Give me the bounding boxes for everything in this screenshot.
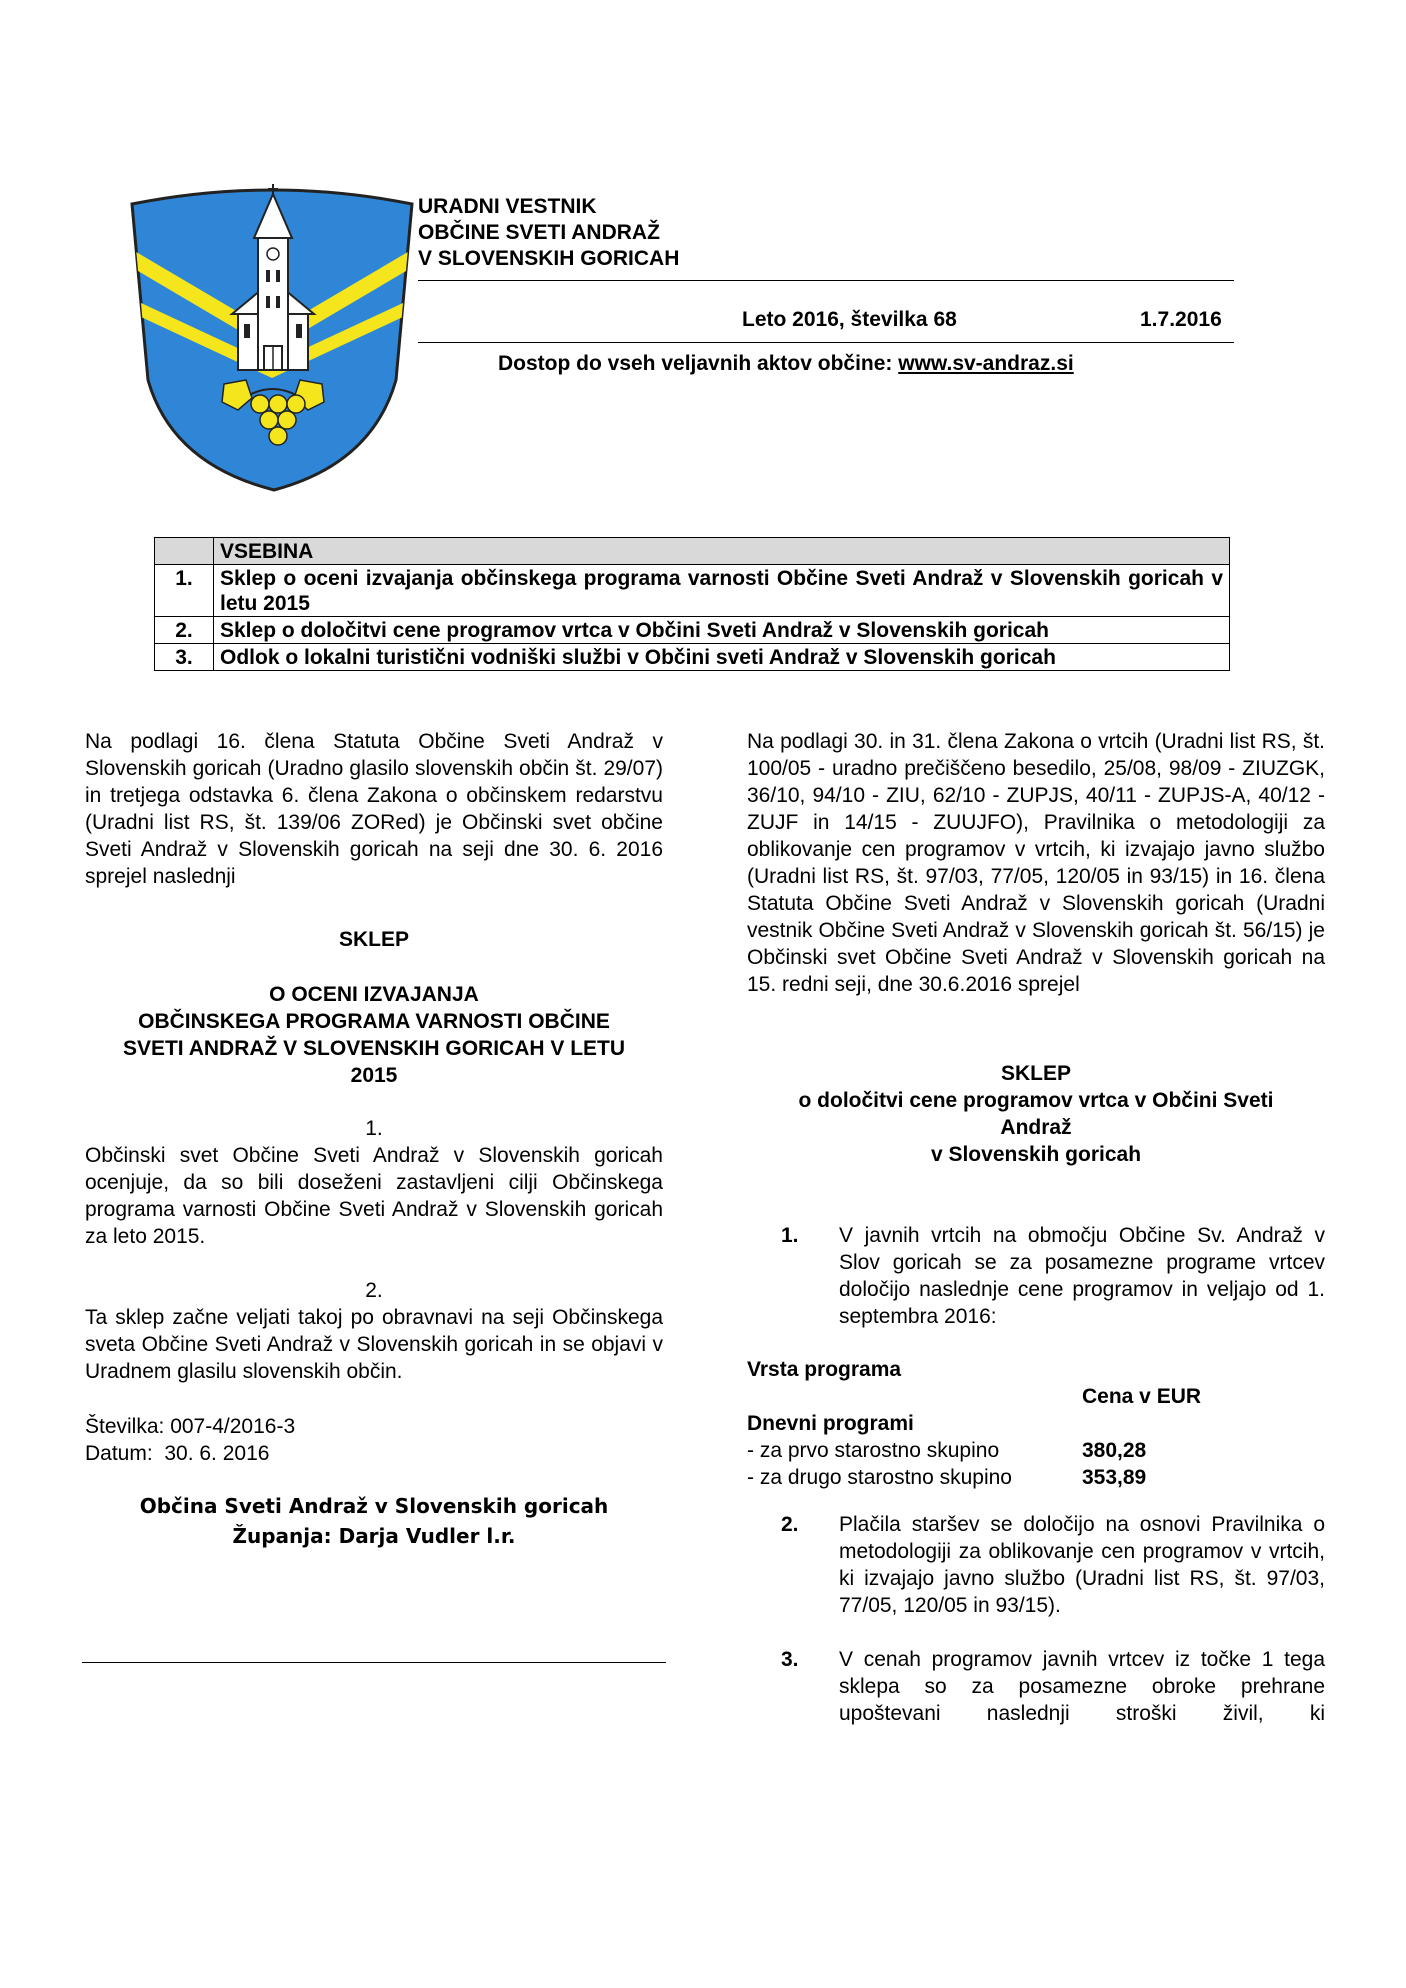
right-resolution-title [747, 1060, 1325, 1168]
contents-row[interactable] [155, 617, 1230, 644]
municipal-crest-logo [126, 184, 418, 496]
right-title-line: v Slovenskih goricah [930, 1143, 1142, 1166]
price-row-value: 380,28 [1082, 1439, 1147, 1462]
price-col-price-header: Cena v EUR [1082, 1385, 1202, 1408]
contents-heading: VSEBINA [214, 538, 1230, 565]
contents-item-num: 1. [155, 565, 214, 617]
left-resolution-title [85, 981, 663, 1089]
right-column [747, 728, 1325, 1727]
website-link[interactable]: www.sv-andraz.si [898, 352, 1074, 375]
left-column [85, 728, 663, 1551]
right-item-3-number: 3. [781, 1648, 799, 1671]
right-item-1 [747, 1222, 1325, 1330]
contents-header-row [155, 538, 1230, 565]
right-intro-paragraph: Na podlagi 30. in 31. člena Zakona o vrtcih (Uradni list RS, št. 100/05 - uradno prečiščeno besedilo, 25/08, 98/09 - ZIUZGK, 36/10, 94/10 - ZIU, 62/10 - ZUPJS, 40/11 - ZUPJS-A, 40/12 - ZUJF in 14/15 - ZUUJFO), Pravilnika o metodologiji za oblikovanje cen programov v vrtcih, ki izvajajo javno službo (Uradni list RS, št. 97/03, 77/05, 120/05 in 93/15) in 16. člena Statuta Občine Sveti Andraž v Slovenskih goricah (Uradni vestnik Občine Sveti Andraž v Slovenskih goricah št. 56/15) je Občinski svet Občine Sveti Andraž v Slovenskih goricah na 15. redni seji, dne 30.6.2016 sprejel [747, 730, 1325, 996]
left-title-line: SVETI ANDRAŽ V SLOVENSKIH GORICAH V LETU [122, 1037, 626, 1060]
left-intro-paragraph: Na podlagi 16. člena Statuta Občine Sveti Andraž v Slovenskih goricah (Uradno glasilo slovenskih občin št. 29/07) in tretjega odstavka 6. člena Zakona o občinskem redarstvu (Uradni list RS, št. 139/06 ZORed) je Občinski svet občine Sveti Andraž v Slovenskih goricah na seji dne 30. 6. 2016 sprejel naslednji [85, 730, 663, 888]
contents-item-num: 2. [155, 617, 214, 644]
contents-item-title[interactable]: Odlok o lokalni turistični vodniški službi v Občini sveti Andraž v Slovenskih goricah [214, 644, 1230, 671]
right-item-2 [747, 1511, 1325, 1619]
price-row-label: - za drugo starostno skupino [747, 1466, 1012, 1489]
price-row-first-age-group [747, 1437, 1325, 1464]
right-title-line: o določitvi cene programov vrtca v Občini Sveti [798, 1089, 1274, 1112]
contents-table [154, 537, 1230, 671]
price-row-value: 353,89 [1082, 1466, 1147, 1489]
left-article-1-number: 1. [365, 1117, 383, 1140]
contents-item-title[interactable]: Sklep o oceni izvajanja občinskega programa varnosti Občine Sveti Andraž v Slovenskih goricah v letu 2015 [214, 565, 1230, 617]
price-row-label: - za prvo starostno skupino [747, 1439, 1000, 1462]
right-item-3-text: V cenah programov javnih vrtcev iz točke 1 tega sklepa so za posamezne obroke prehrane upoštevani naslednji stroški živil, ki [839, 1648, 1325, 1725]
issue-date: 1.7.2016 [1140, 308, 1222, 331]
gazette-title-line-1: URADNI VESTNIK [418, 195, 597, 218]
right-title-line: SKLEP [1000, 1062, 1071, 1085]
right-item-3 [747, 1646, 1325, 1727]
left-title-line: OBČINSKEGA PROGRAMA VARNOSTI OBČINE [138, 1010, 610, 1033]
right-item-2-number: 2. [781, 1513, 799, 1536]
left-article-2-text: Ta sklep začne veljati takoj po obravnavi na seji Občinskega sveta Občine Sveti Andraž v Slovenskih goricah in se objavi v Uradnem glasilu slovenskih občin. [85, 1306, 663, 1383]
gazette-title-line-2: OBČINE SVETI ANDRAŽ [418, 221, 660, 244]
contents-row[interactable] [155, 644, 1230, 671]
reference-number: Številka: 007-4/2016-3 [85, 1415, 296, 1438]
right-item-1-text: V javnih vrtcih na območju Občine Sv. Andraž v Slov goricah se za posamezne programe vrtcev določijo naslednje cene programov in veljajo od 1. septembra 2016: [839, 1224, 1325, 1328]
right-item-1-number: 1. [781, 1224, 799, 1247]
issue-number: Leto 2016, številka 68 [742, 308, 957, 331]
resolution-date: Datum: 30. 6. 2016 [85, 1442, 270, 1465]
right-item-2-text: Plačila staršev se določijo na osnovi Pravilnika o metodologiji za oblikovanje cen programov v vrtcih, ki izvajajo javno službo (Uradni list RS, št. 97/03, 77/05, 120/05 in 93/15). [839, 1513, 1325, 1617]
left-sklep-heading: SKLEP [338, 928, 409, 951]
price-col-program-header: Vrsta programa [747, 1358, 902, 1381]
left-section-divider [82, 1662, 666, 1663]
left-article-2-number: 2. [365, 1279, 383, 1302]
gazette-title-line-3: V SLOVENSKIH GORICAH [418, 247, 680, 270]
price-row-second-age-group [747, 1464, 1325, 1491]
left-title-line: 2015 [350, 1064, 398, 1087]
right-title-line: Andraž [1000, 1116, 1072, 1139]
signature-mayor: Županja: Darja Vudler l.r. [232, 1524, 516, 1548]
left-article-1-text: Občinski svet Občine Sveti Andraž v Slovenskih goricah ocenjuje, da so bili doseženi zastavljeni cilji Občinskega programa varnosti Občine Sveti Andraž v Slovenskih goricah za leto 2015. [85, 1144, 663, 1248]
contents-row[interactable] [155, 565, 1230, 617]
contents-item-num: 3. [155, 644, 214, 671]
signature-organization: Občina Sveti Andraž v Slovenskih goricah [139, 1494, 609, 1518]
left-title-line: O OCENI IZVAJANJA [269, 983, 479, 1006]
contents-item-title[interactable]: Sklep o določitvi cene programov vrtca v Občini Sveti Andraž v Slovenskih goricah [214, 617, 1230, 644]
access-label: Dostop do vseh veljavnih aktov občine: [498, 352, 899, 375]
access-line [498, 352, 1074, 376]
contents-header-num [155, 538, 214, 565]
header-divider-bottom [418, 342, 1234, 343]
price-group-daily: Dnevni programi [747, 1412, 914, 1435]
header-divider-top [418, 280, 1234, 281]
